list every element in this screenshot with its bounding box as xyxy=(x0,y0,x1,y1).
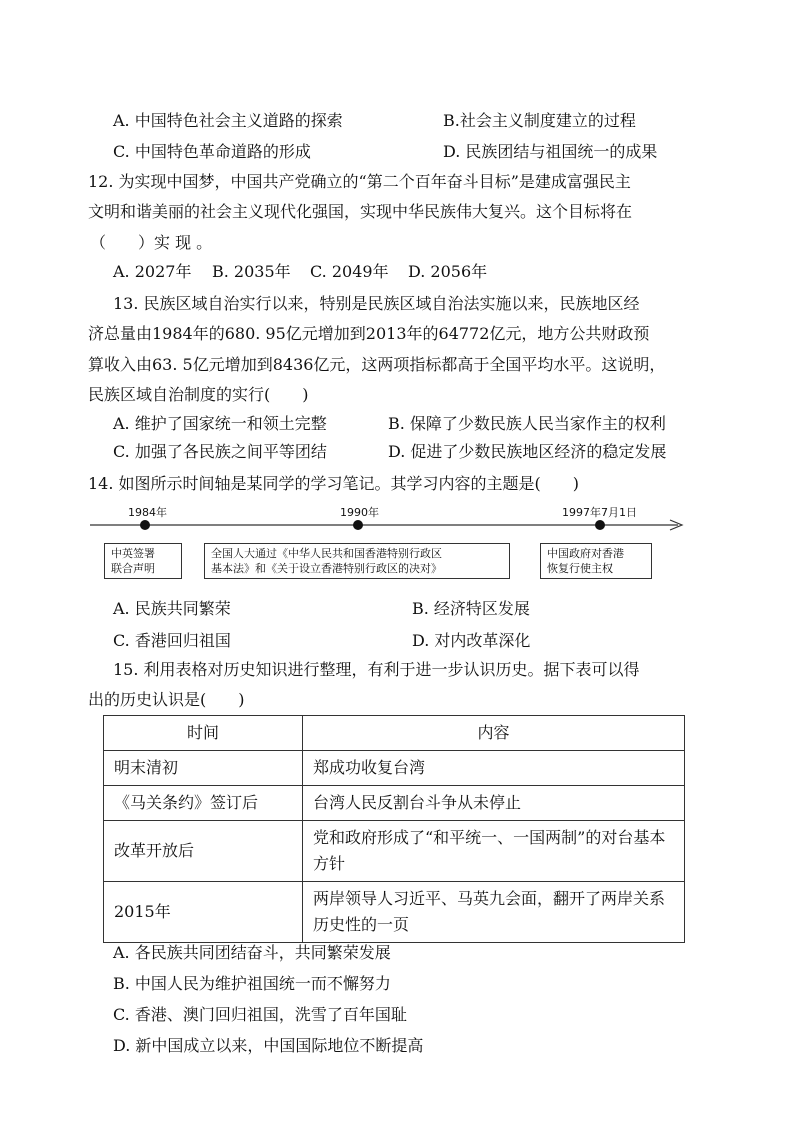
timeline-label-1984: 1984年 xyxy=(128,506,167,519)
table-header-row xyxy=(104,716,685,751)
table-cell-content: 两岸领导人习近平、马英九会面，翻开了两岸关系历史性的一页 xyxy=(303,882,685,943)
q12-stem-line2: 文明和谐美丽的社会主义现代化强国，实现中华民族伟大复兴。这个目标将在 xyxy=(88,202,633,221)
q13-stem-line4: 民族区域自治制度的实行( ) xyxy=(88,385,309,404)
q13-option-c: C. 加强了各民族之间平等团结 xyxy=(113,442,327,461)
table-cell-time: 明末清初 xyxy=(104,751,303,786)
q13-option-b: B. 保障了少数民族人民当家作主的权利 xyxy=(388,414,666,433)
q11-option-a: A. 中国特色社会主义道路的探索 xyxy=(113,111,343,130)
timeline-box-joint-declaration xyxy=(104,543,182,579)
q15-stem-line1: 15. 利用表格对历史知识进行整理，有利于进一步认识历史。据下表可以得 xyxy=(113,660,640,679)
q11-option-b: B.社会主义制度建立的过程 xyxy=(443,111,636,130)
history-table xyxy=(103,715,685,943)
timeline-box2-line1: 全国人大通过《中华人民共和国香港特别行政区 xyxy=(211,547,442,560)
table-cell-time: 《马关条约》签订后 xyxy=(104,786,303,821)
q14-option-a: A. 民族共同繁荣 xyxy=(113,599,231,618)
table-header-time: 时间 xyxy=(104,716,303,751)
table-cell-content: 台湾人民反割台斗争从未停止 xyxy=(303,786,685,821)
q11-option-d: D. 民族团结与祖国统一的成果 xyxy=(443,142,658,161)
timeline-box2-line2: 基本法》和《关于设立香港特别行政区的决对》 xyxy=(211,562,442,575)
q12-stem-line1: 12. 为实现中国梦，中国共产党确立的“第二个百年奋斗目标”是建成富强民主 xyxy=(88,172,631,191)
timeline-box3-line1: 中国政府对香港 xyxy=(547,547,624,560)
q12-stem-line3: （ ）实 现 。 xyxy=(90,233,213,252)
table-cell-time: 2015年 xyxy=(104,882,303,943)
timeline-box1-line1: 中英签署 xyxy=(111,547,155,560)
timeline-box-sovereignty xyxy=(540,543,652,579)
q15-option-b: B. 中国人民为维护祖国统一而不懈努力 xyxy=(113,974,391,993)
q14-option-d: D. 对内改革深化 xyxy=(412,631,531,650)
q14-stem-line1: 14. 如图所示时间轴是某同学的学习笔记。其学习内容的主题是( ) xyxy=(88,474,580,493)
table-cell-content: 郑成功收复台湾 xyxy=(303,751,685,786)
q12-option-d: D. 2056年 xyxy=(408,262,488,281)
q13-stem-line1: 13. 民族区域自治实行以来，特别是民族区域自治法实施以来，民族地区经 xyxy=(113,294,640,313)
q12-option-a: A. 2027年 xyxy=(113,262,192,281)
table-row xyxy=(104,786,685,821)
timeline-figure xyxy=(88,500,688,590)
table-cell-time: 改革开放后 xyxy=(104,821,303,882)
table-row xyxy=(104,751,685,786)
table-row xyxy=(104,882,685,943)
q14-option-b: B. 经济特区发展 xyxy=(412,599,530,618)
timeline-label-1990: 1990年 xyxy=(340,506,379,519)
q14-option-c: C. 香港回归祖国 xyxy=(113,631,231,650)
q13-stem-line3: 算收入由63. 5亿元增加到8436亿元，这两项指标都高于全国平均水平。这说明， xyxy=(88,355,666,374)
q11-option-c: C. 中国特色革命道路的形成 xyxy=(113,142,311,161)
q15-option-c: C. 香港、澳门回归祖国，洗雪了百年国耻 xyxy=(113,1005,407,1024)
table-row xyxy=(104,821,685,882)
timeline-box-basic-law xyxy=(204,543,510,579)
timeline-box3-line2: 恢复行使主权 xyxy=(547,562,613,575)
timeline-label-1997: 1997年7月1日 xyxy=(562,506,637,519)
timeline-box1-line2: 联合声明 xyxy=(111,562,155,575)
q12-option-c: C. 2049年 xyxy=(310,262,389,281)
q15-option-a: A. 各民族共同团结奋斗，共同繁荣发展 xyxy=(113,943,391,962)
q13-stem-line2: 济总量由1984年的680. 95亿元增加到2013年的64772亿元，地方公共财政预 xyxy=(88,324,650,343)
q15-stem-line2: 出的历史认识是( ) xyxy=(88,690,245,709)
q13-option-d: D. 促进了少数民族地区经济的稳定发展 xyxy=(388,442,667,461)
q15-option-d: D. 新中国成立以来，中国国际地位不断提高 xyxy=(113,1036,424,1055)
q12-option-b: B. 2035年 xyxy=(212,262,291,281)
q13-option-a: A. 维护了国家统一和领土完整 xyxy=(113,414,327,433)
table-cell-content: 党和政府形成了“和平统一、一国两制”的对台基本方针 xyxy=(303,821,685,882)
table-header-content: 内容 xyxy=(303,716,685,751)
